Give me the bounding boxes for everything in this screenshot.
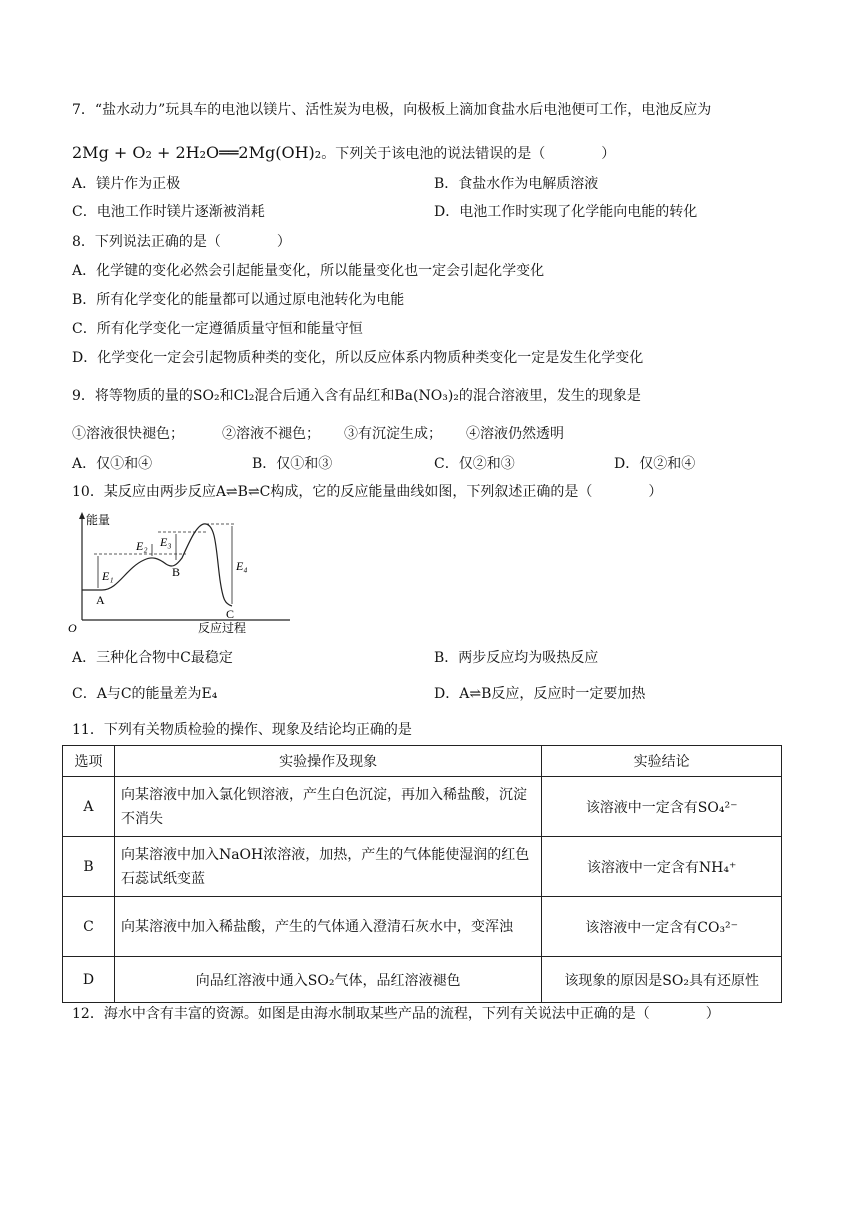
q9-option-c: C．仅②和③ [434,456,515,472]
e3-label: E₃ [160,535,172,549]
row-conclusion: 该溶液中一定含有CO₃²⁻ [542,897,782,957]
q7-option-a: A．镁片作为正极 [72,176,181,192]
q7-option-b: B．食盐水作为电解质溶液 [434,176,599,192]
q10-option-c: C．A与C的能量差为E₄ [72,686,218,702]
y-axis-arrow [79,512,85,519]
q9-phenomenon-2: ②溶液不褪色； [222,426,320,442]
row-operation: 向某溶液中加入氯化钡溶液，产生白色沉淀，再加入稀盐酸，沉淀不消失 [114,777,541,837]
e4-label: E₄ [236,559,248,573]
row-operation: 向某溶液中加入稀盐酸，产生的气体通入澄清石灰水中，变浑浊 [114,897,541,957]
row-option: D [63,957,115,1003]
q7-stem: 7．“盐水动力”玩具车的电池以镁片、活性炭为电极，向极板上滴加食盐水后电池便可工作，电池反应为 [72,102,712,118]
table-row [63,957,782,1003]
row-conclusion: 该溶液中一定含有SO₄²⁻ [542,777,782,837]
row-operation: 向某溶液中加入NaOH浓溶液，加热，产生的气体能使湿润的红色石蕊试纸变蓝 [114,837,541,897]
row-option: A [63,777,115,837]
table-row [63,837,782,897]
point-c-label: C [226,607,235,621]
q9-phenomenon-1: ①溶液很快褪色； [72,426,184,442]
y-axis-label: 能量 [86,513,111,527]
q7-equation: 2Mg + O₂ + 2H₂O══2Mg(OH)₂ [72,143,322,162]
q9-phenomenon-4: ④溶液仍然透明 [466,426,564,442]
origin-label: O [68,621,77,635]
header-option: 选项 [63,746,115,777]
q7-equation-line [72,143,615,164]
row-conclusion: 该溶液中一定含有NH₄⁺ [542,837,782,897]
point-b-label: B [172,565,181,579]
table-header-row [63,746,782,777]
q10-stem: 10．某反应由两步反应A⇌B⇌C构成，它的反应能量曲线如图，下列叙述正确的是（ ） [72,484,663,500]
q10-option-b: B．两步反应均为吸热反应 [434,650,599,666]
row-conclusion: 该现象的原因是SO₂具有还原性 [542,957,782,1003]
q9-stem: 9．将等物质的量的SO₂和Cl₂混合后通入含有品红和Ba(NO₃)₂的混合溶液里，发生的现象是 [72,388,641,404]
q9-option-d: D．仅②和④ [614,456,696,472]
row-option: C [63,897,115,957]
q7-stem-tail: 。下列关于该电池的说法错误的是（ ） [321,146,616,162]
row-operation: 向品红溶液中通入SO₂气体，品红溶液褪色 [114,957,541,1003]
q7-option-c: C．电池工作时镁片逐渐被消耗 [72,204,265,220]
table-row [63,897,782,957]
e1-label: E₁ [102,569,114,583]
header-conclusion: 实验结论 [542,746,782,777]
q7-option-d: D．电池工作时实现了化学能向电能的转化 [434,204,698,220]
q9-option-a: A．仅①和④ [72,456,153,472]
q9-option-b: B．仅①和③ [252,456,333,472]
energy-diagram [66,510,296,640]
header-operation: 实验操作及现象 [114,746,541,777]
q11-stem: 11．下列有关物质检验的操作、现象及结论均正确的是 [72,722,412,738]
q10-option-a: A．三种化合物中C最稳定 [72,650,233,666]
q12-stem: 12．海水中含有丰富的资源。如图是由海水制取某些产品的流程，下列有关说法中正确的是（ ） [72,1006,720,1022]
point-a-label: A [96,593,105,607]
q11-table [62,745,782,1003]
q8-option-b: B．所有化学变化的能量都可以通过原电池转化为电能 [72,292,405,308]
q8-option-c: C．所有化学变化一定遵循质量守恒和能量守恒 [72,321,363,337]
q9-phenomenon-3: ③有沉淀生成； [344,426,442,442]
q8-option-a: A．化学键的变化必然会引起能量变化，所以能量变化也一定会引起化学变化 [72,263,545,279]
q10-option-d: D．A⇌B反应，反应时一定要加热 [434,686,646,702]
e2-label: E₂ [136,539,148,553]
q8-option-d: D．化学变化一定会引起物质种类的变化，所以反应体系内物质种类变化一定是发生化学变化 [72,350,644,366]
q8-stem: 8．下列说法正确的是（ ） [72,234,291,250]
x-axis-label: 反应过程 [198,621,247,635]
row-option: B [63,837,115,897]
table-row [63,777,782,837]
